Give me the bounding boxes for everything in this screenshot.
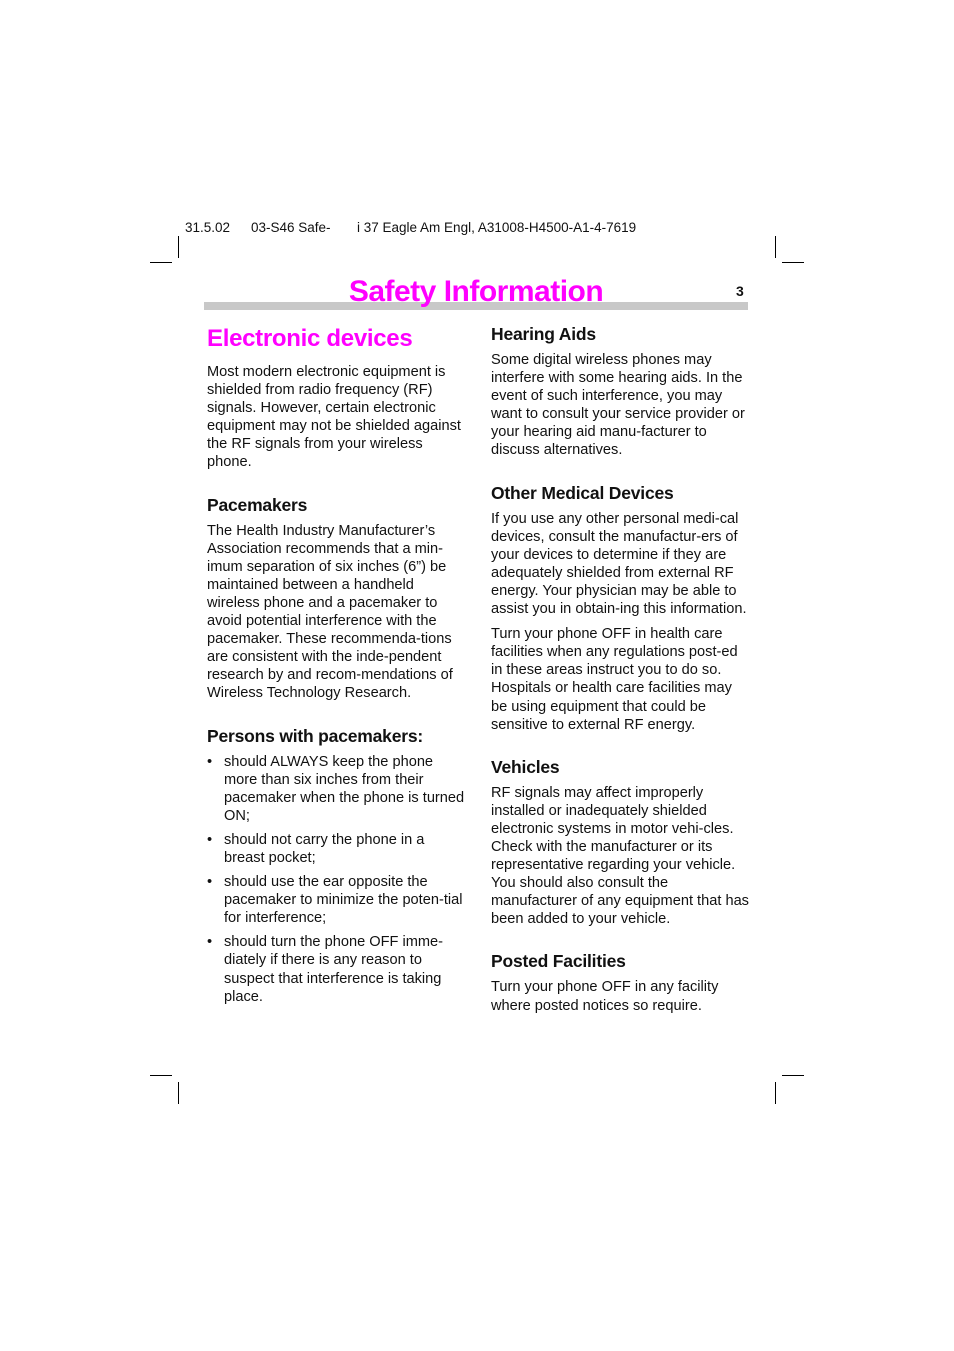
- pacemaker-guidelines-list: [207, 753, 465, 1006]
- bullet: •: [207, 874, 213, 891]
- bullet: •: [207, 753, 213, 770]
- vehicles-paragraph: RF signals may affect improperly installed or inadequately shielded electronic systems in motor vehi-cles. Check with the manufacturer or its representative regarding your vehicle. You should also consult the manufacturer of any equipment that has been added to your vehicle.: [491, 784, 749, 928]
- heading-hearing-aids: Hearing Aids: [491, 324, 596, 344]
- crop-mark-top-right-h: [782, 262, 804, 263]
- heading-pacemakers: Pacemakers: [207, 494, 308, 515]
- other-medical-paragraph-1: If you use any other personal medi-cal devices, consult the manufactur-ers of your devices to determine if they are adequately shielded from external RF energy. Your physician may be able to assist you in obtain-ing this information.: [491, 510, 747, 618]
- heading-vehicles: Vehicles: [491, 756, 560, 777]
- slug-date: 31.5.02: [185, 220, 231, 235]
- slug-info: i 37 Eagle Am Engl, A31008-H4500-A1-4-7619: [357, 220, 637, 235]
- section-heading-electronic-devices: Electronic devices: [207, 325, 413, 352]
- heading-posted-facilities: Posted Facilities: [491, 951, 626, 972]
- crop-mark-top-left-h: [150, 262, 172, 263]
- page-number: 3: [736, 283, 744, 299]
- list-item: • should not carry the phone in a breast pocket;: [207, 831, 425, 866]
- bullet: •: [207, 831, 213, 848]
- crop-mark-bottom-left-h: [150, 1075, 172, 1076]
- intro-paragraph: Most modern electronic equipment is shielded from radio frequency (RF) signals. However, certain electronic equipment may not be shielded against the RF signals from your wireless phone.: [207, 364, 461, 471]
- print-slug: [185, 220, 636, 235]
- heading-persons-with-pacemakers: Persons with pacemakers:: [207, 725, 423, 746]
- page-title: Safety Information: [348, 275, 604, 308]
- list-item: • should turn the phone OFF imme-diately if there is any reason to suspect that interference is taking place.: [207, 934, 444, 1005]
- crop-mark-top-right-v: [775, 236, 776, 258]
- left-column: [207, 322, 465, 1012]
- crop-mark-top-left-v: [178, 236, 179, 258]
- crop-mark-bottom-left-v: [178, 1082, 179, 1104]
- pacemakers-paragraph: The Health Industry Manufacturer’s Association recommends that a min-imum separation of six inches (6”) be maintained between a handheld wireless phone and a pacemaker to avoid potential interference with the pacemaker. These recommenda-tions are consistent with the inde-pendent research by and recom-mendations of Wireless Technology Research.: [207, 522, 453, 702]
- crop-mark-bottom-right-h: [782, 1075, 804, 1076]
- slug-file: 03-S46 Safe-: [251, 220, 331, 235]
- right-column: [491, 322, 749, 1022]
- heading-other-medical-devices: Other Medical Devices: [491, 482, 674, 503]
- posted-facilities-paragraph: Turn your phone OFF in any facility where posted notices so require.: [491, 979, 719, 1014]
- hearing-aids-paragraph: Some digital wireless phones may interfere with some hearing aids. In the event of such interference, you may want to consult your service provider or your hearing aid manu-facturer to discuss alternatives.: [491, 352, 745, 459]
- crop-mark-bottom-right-v: [775, 1082, 776, 1104]
- other-medical-paragraph-2: Turn your phone OFF in health care facilities when any regulations post-ed in these areas instruct you to do so. Hospitals or health care facilities may be using equipment that could be sensitive to external RF energy.: [491, 626, 738, 733]
- list-item: • should ALWAYS keep the phone more than six inches from their pacemaker when the phone is turned ON;: [207, 753, 465, 824]
- list-item: • should use the ear opposite the pacemaker to minimize the poten-tial for interference;: [207, 874, 463, 927]
- bullet: •: [207, 934, 213, 951]
